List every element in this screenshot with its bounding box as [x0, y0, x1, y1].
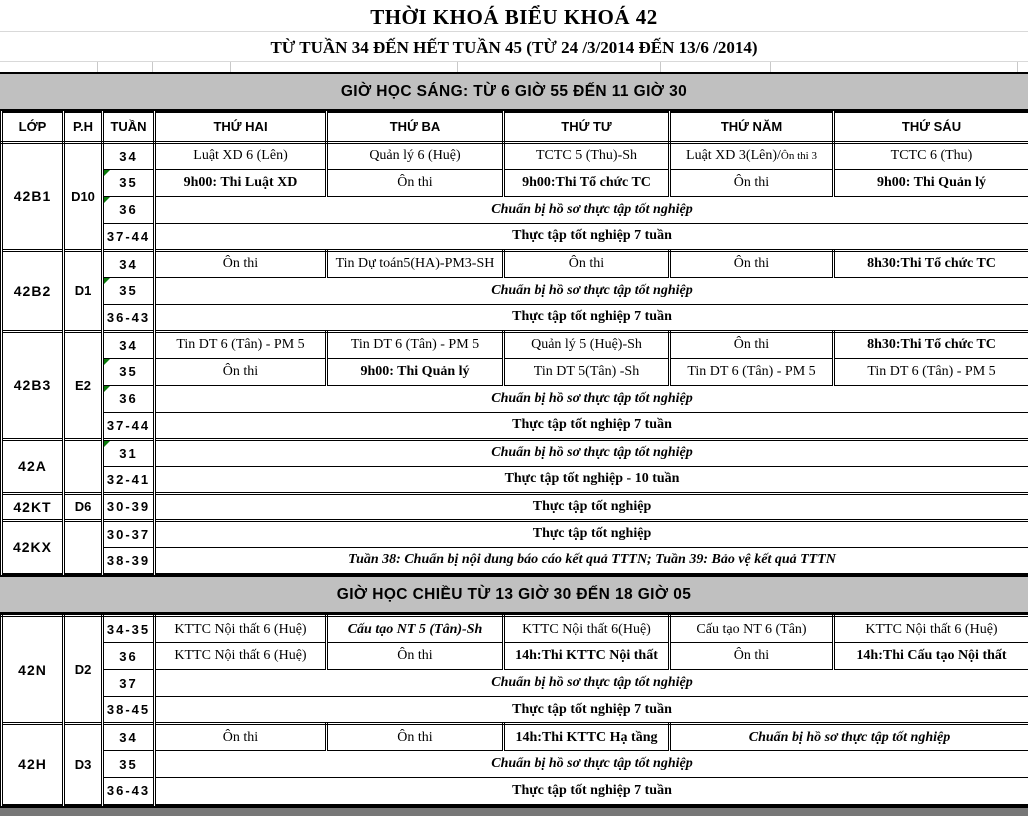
schedule-cell: Quản lý 6 (Huệ) — [327, 142, 504, 169]
column-header-0: LỚP — [2, 112, 64, 142]
gridline-tick — [152, 62, 153, 72]
schedule-cell: Ôn thi — [327, 169, 504, 196]
schedule-cell: 9h00: Thi Quản lý — [327, 358, 504, 385]
schedule-cell: Tin DT 6 (Tân) - PM 5 — [834, 358, 1028, 385]
week-cell: 36 — [103, 643, 155, 670]
week-cell: 37-44 — [103, 412, 155, 439]
room-cell — [64, 439, 103, 493]
week-cell: 34 — [103, 250, 155, 277]
column-header-4: THỨ BA — [327, 112, 504, 142]
week-cell: 30-37 — [103, 520, 155, 547]
schedule-cell: Luật XD 6 (Lên) — [155, 142, 327, 169]
week-cell: 36-43 — [103, 778, 155, 805]
room-cell: D2 — [64, 616, 103, 724]
room-cell — [64, 520, 103, 574]
column-header-6: THỨ NĂM — [670, 112, 834, 142]
gridline-tick — [770, 62, 771, 72]
week-cell: 32-41 — [103, 466, 155, 493]
schedule-cell: TCTC 6 (Thu) — [834, 142, 1028, 169]
schedule-cell: TCTC 5 (Thu)-Sh — [504, 142, 670, 169]
schedule-cell: Thực tập tốt nghiệp 7 tuần — [155, 778, 1028, 805]
schedule-cell: Cấu tạo NT 6 (Tân) — [670, 616, 834, 643]
schedule-cell: Luật XD 3(Lên)/Ôn thi 3 — [670, 142, 834, 169]
schedule-cell: Thực tập tốt nghiệp — [155, 520, 1028, 547]
week-cell: 35 — [103, 751, 155, 778]
schedule-cell: Thực tập tốt nghiệp - 10 tuần — [155, 466, 1028, 493]
schedule-cell: Ôn thi — [155, 724, 327, 751]
week-cell: 34 — [103, 331, 155, 358]
week-cell: 37-44 — [103, 223, 155, 250]
schedule-cell-small-text: Ôn thi 3 — [780, 150, 817, 162]
class-cell-42B3: 42B3 — [2, 331, 64, 439]
schedule-cell: 9h00: Thi Luật XD — [155, 169, 327, 196]
schedule-cell: Chuẩn bị hồ sơ thực tập tốt nghiệp — [155, 196, 1028, 223]
schedule-cell: 14h:Thi Cấu tạo Nội thất — [834, 643, 1028, 670]
class-cell-42B1: 42B1 — [2, 142, 64, 250]
schedule-cell: Ôn thi — [670, 169, 834, 196]
section-header-morning: GIỜ HỌC SÁNG: TỪ 6 GIỜ 55 ĐẾN 11 GIỜ 30 — [0, 72, 1028, 111]
room-cell: D1 — [64, 250, 103, 331]
week-cell: 36-43 — [103, 304, 155, 331]
class-cell-42H: 42H — [2, 724, 64, 805]
week-cell: 38-45 — [103, 697, 155, 724]
column-header-7: THỨ SÁU — [834, 112, 1028, 142]
schedule-cell: KTTC Nội thất 6 (Huệ) — [155, 643, 327, 670]
class-cell-42A: 42A — [2, 439, 64, 493]
schedule-cell: KTTC Nội thất 6 (Huệ) — [834, 616, 1028, 643]
schedule-cell: 9h00: Thi Quản lý — [834, 169, 1028, 196]
gridline-tick — [1017, 62, 1018, 72]
week-cell: 37 — [103, 670, 155, 697]
schedule-cell: Chuẩn bị hồ sơ thực tập tốt nghiệp — [155, 277, 1028, 304]
class-cell-42KT: 42KT — [2, 493, 64, 520]
schedule-cell: KTTC Nội thất 6 (Huệ) — [155, 616, 327, 643]
schedule-cell: Thực tập tốt nghiệp 7 tuần — [155, 223, 1028, 250]
next-section-edge — [0, 806, 1028, 816]
schedule-cell: Ôn thi — [327, 724, 504, 751]
schedule-cell: 9h00:Thi Tổ chức TC — [504, 169, 670, 196]
schedule-cell: Tin DT 5(Tân) -Sh — [504, 358, 670, 385]
week-cell: 34 — [103, 142, 155, 169]
column-header-5: THỨ TƯ — [504, 112, 670, 142]
schedule-cell: Ôn thi — [670, 250, 834, 277]
timetable-sections — [0, 72, 1028, 806]
schedule-cell: Chuẩn bị hồ sơ thực tập tốt nghiệp — [155, 670, 1028, 697]
schedule-cell: Ôn thi — [327, 643, 504, 670]
schedule-cell: 8h30:Thi Tổ chức TC — [834, 331, 1028, 358]
schedule-cell: 8h30:Thi Tổ chức TC — [834, 250, 1028, 277]
class-cell-42KX: 42KX — [2, 520, 64, 574]
page-title: THỜI KHOÁ BIỂU KHOÁ 42 — [0, 0, 1028, 32]
week-cell: 35 — [103, 358, 155, 385]
week-cell: 31 — [103, 439, 155, 466]
week-cell: 35 — [103, 277, 155, 304]
schedule-cell: Chuẩn bị hồ sơ thực tập tốt nghiệp — [670, 724, 1028, 751]
column-header-1: P.H — [64, 112, 103, 142]
timetable-morning — [0, 111, 1028, 575]
gridline-tick — [97, 62, 98, 72]
schedule-cell: Thực tập tốt nghiệp 7 tuần — [155, 412, 1028, 439]
schedule-cell: Tin Dự toán5(HA)-PM3-SH — [327, 250, 504, 277]
week-cell: 38-39 — [103, 547, 155, 574]
schedule-cell: Tuần 38: Chuẩn bị nội dung báo cáo kết quả TTTN; Tuần 39: Bảo vệ kết quả TTTN — [155, 547, 1028, 574]
week-cell: 34-35 — [103, 616, 155, 643]
schedule-cell: Quản lý 5 (Huệ)-Sh — [504, 331, 670, 358]
week-cell: 34 — [103, 724, 155, 751]
column-header-2: TUẦN — [103, 112, 155, 142]
schedule-cell: Thực tập tốt nghiệp 7 tuần — [155, 304, 1028, 331]
week-cell: 36 — [103, 385, 155, 412]
schedule-cell: Thực tập tốt nghiệp — [155, 493, 1028, 520]
week-cell: 36 — [103, 196, 155, 223]
schedule-cell: Ôn thi — [155, 358, 327, 385]
room-cell: D10 — [64, 142, 103, 250]
class-cell-42B2: 42B2 — [2, 250, 64, 331]
gridline-strip — [0, 62, 1028, 72]
schedule-cell: Ôn thi — [670, 331, 834, 358]
page-subtitle: TỪ TUẦN 34 ĐẾN HẾT TUẦN 45 (TỪ 24 /3/2014 ĐẾN 13/6 /2014) — [0, 32, 1028, 62]
week-cell: 30-39 — [103, 493, 155, 520]
schedule-cell: 14h:Thi KTTC Hạ tầng — [504, 724, 670, 751]
gridline-tick — [457, 62, 458, 72]
schedule-cell: Tin DT 6 (Tân) - PM 5 — [155, 331, 327, 358]
schedule-cell: Thực tập tốt nghiệp 7 tuần — [155, 697, 1028, 724]
week-cell: 35 — [103, 169, 155, 196]
room-cell: E2 — [64, 331, 103, 439]
schedule-cell: Ôn thi — [155, 250, 327, 277]
section-header-afternoon: GIỜ HỌC CHIỀU TỪ 13 GIỜ 30 ĐẾN 18 GIỜ 05 — [0, 575, 1028, 614]
schedule-cell: Ôn thi — [504, 250, 670, 277]
schedule-cell: Tin DT 6 (Tân) - PM 5 — [670, 358, 834, 385]
schedule-cell: Chuẩn bị hồ sơ thực tập tốt nghiệp — [155, 751, 1028, 778]
gridline-tick — [230, 62, 231, 72]
schedule-cell: Chuẩn bị hồ sơ thực tập tốt nghiệp — [155, 385, 1028, 412]
class-cell-42N: 42N — [2, 616, 64, 724]
timetable-afternoon — [0, 614, 1028, 806]
schedule-cell: KTTC Nội thất 6(Huệ) — [504, 616, 670, 643]
schedule-cell: Ôn thi — [670, 643, 834, 670]
room-cell: D3 — [64, 724, 103, 805]
schedule-cell: Tin DT 6 (Tân) - PM 5 — [327, 331, 504, 358]
schedule-cell: Cấu tạo NT 5 (Tân)-Sh — [327, 616, 504, 643]
gridline-tick — [660, 62, 661, 72]
schedule-cell: 14h:Thi KTTC Nội thất — [504, 643, 670, 670]
room-cell: D6 — [64, 493, 103, 520]
schedule-cell: Chuẩn bị hồ sơ thực tập tốt nghiệp — [155, 439, 1028, 466]
column-header-3: THỨ HAI — [155, 112, 327, 142]
